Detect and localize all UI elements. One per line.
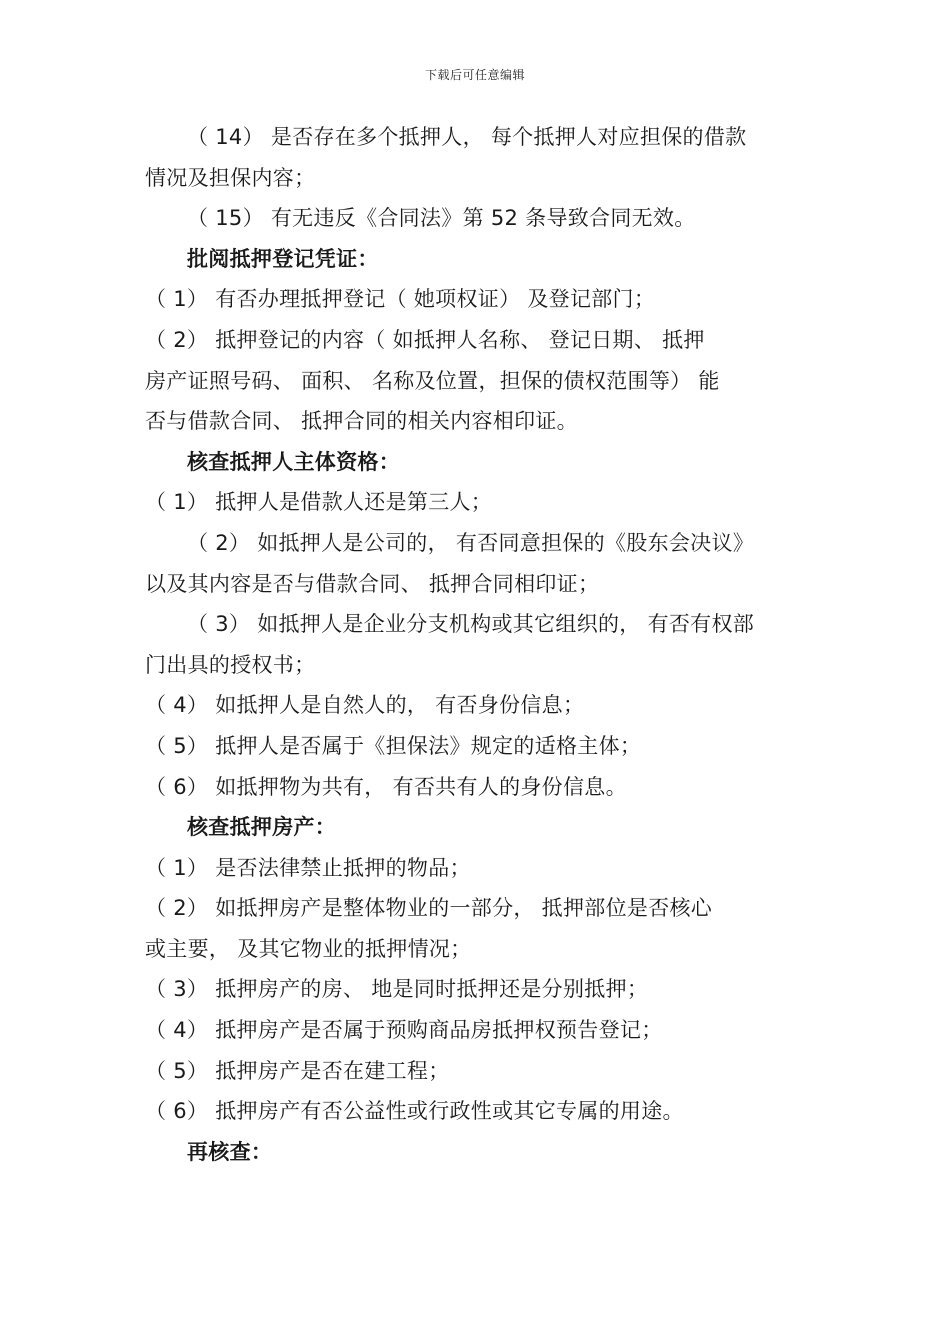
text-line: 或主要， 及其它物业的抵押情况； [145,936,472,961]
text-line: 房产证照号码、 面积、 名称及位置，担保的债权范围等） 能 [145,368,720,393]
section-heading: 核查抵押房产： [187,815,337,840]
section-heading: 核查抵押人主体资格： [187,449,400,474]
text-line: （ 1） 是否法律禁止抵押的物品； [145,855,471,880]
text-line: 以及其内容是否与借款合同、 抵押合同相印证； [145,571,600,596]
section-heading: 批阅抵押登记凭证： [187,246,379,271]
text-line: （ 14） 是否存在多个抵押人， 每个抵押人对应担保的借款 [187,125,747,149]
section-heading: 再核查： [187,1139,273,1164]
text-line: （ 2） 如抵押人是公司的， 有否同意担保的《股东会决议》 [187,530,755,555]
text-line: （ 6） 抵押房产有否公益性或行政性或其它专属的用途。 [145,1099,684,1124]
text-line: （ 2） 如抵押房产是整体物业的一部分， 抵押部位是否核心 [145,896,713,921]
header-note: 下载后可任意编辑 [424,68,525,82]
text-line: （ 5） 抵押人是否属于《担保法》规定的适格主体； [145,733,642,758]
text-line: 门出具的授权书； [145,652,316,677]
text-line: 否与借款合同、 抵押合同的相关内容相印证。 [145,409,578,434]
text-line: （ 4） 抵押房产是否属于预购商品房抵押权预告登记； [145,1018,663,1043]
text-line: （ 3） 抵押房产的房、 地是同时抵押还是分别抵押； [145,977,649,1002]
text-line: （ 1） 有否办理抵押登记（ 她项权证） 及登记部门； [145,287,656,312]
text-line: （ 5） 抵押房产是否在建工程； [145,1058,450,1083]
text-line: （ 4） 如抵押人是自然人的， 有否身份信息； [145,693,585,718]
text-line: （ 3） 如抵押人是企业分支机构或其它组织的， 有否有权部 [187,612,755,637]
text-line: （ 6） 如抵押物为共有， 有否共有人的身份信息。 [145,774,627,799]
text-line: （ 1） 抵押人是借款人还是第三人； [145,490,493,515]
text-line: 情况及担保内容； [145,165,316,190]
document-body [145,117,805,1172]
text-line: （ 15） 有无违反《合同法》第 52 条导致合同无效。 [187,206,696,231]
text-line: （ 2） 抵押登记的内容（ 如抵押人名称、 登记日期、 抵押 [145,327,705,352]
